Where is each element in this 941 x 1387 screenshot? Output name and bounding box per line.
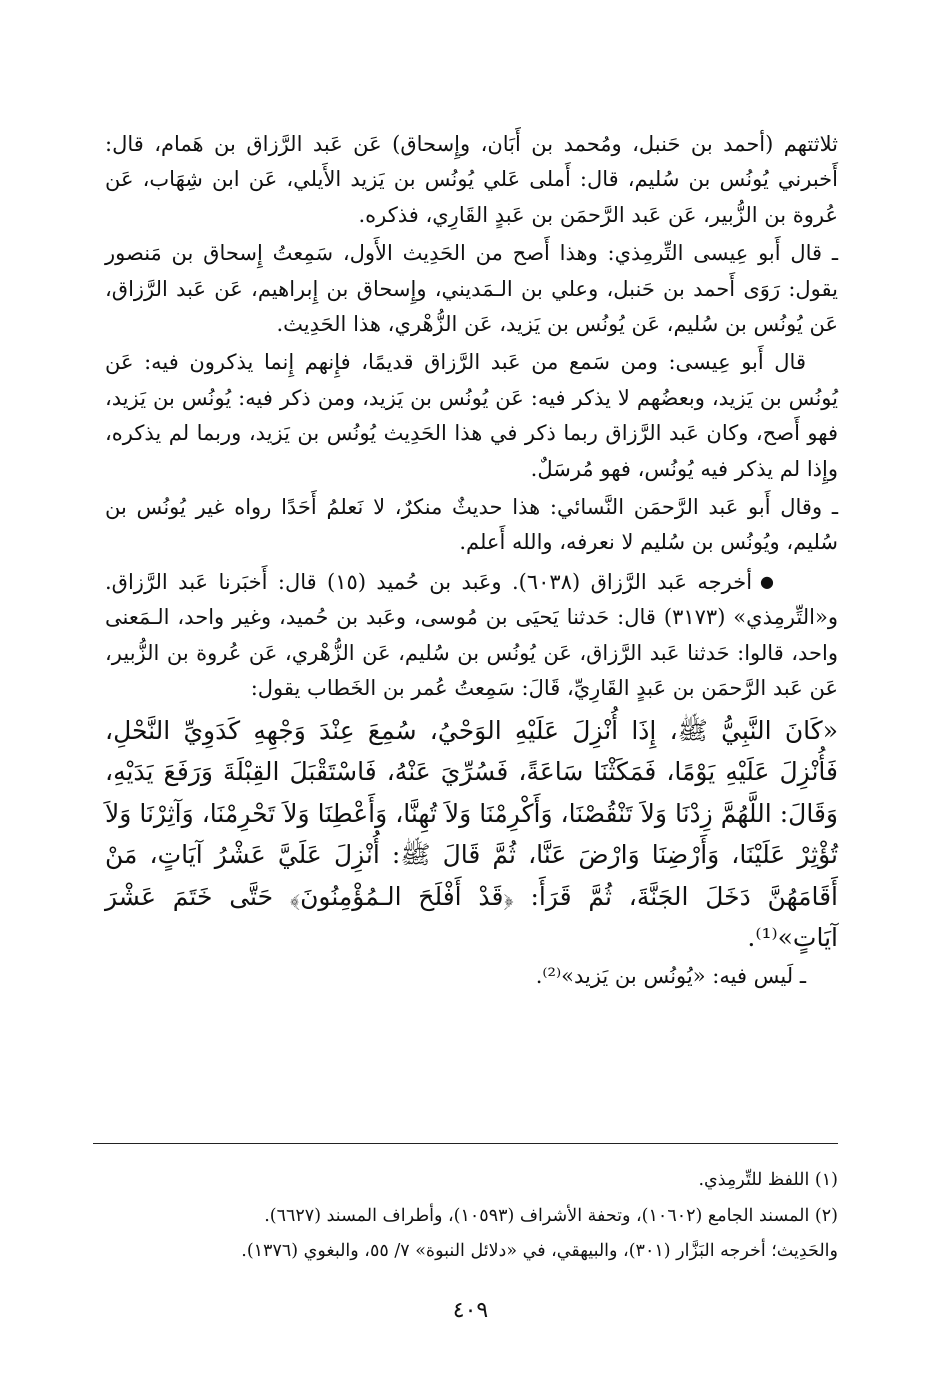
footnote-3: والحَدِيث؛ أخرجه البَزَّار (٣٠١)، والبيهقي، في «دلائل النبوة» ٧/ ٥٥، والبغوي (١٣٧٦). xyxy=(241,1241,838,1261)
main-text xyxy=(105,127,838,997)
paragraph-abu-isa: قال أَبو عِيسى: ومن سَمع من عَبد الرَّزاق قديمًا، فإِنهم إِنما يذكرون فيه: عَن يُونُس بن يَزيد، وبعضُهم لا يذكر فيه: عَن يُونُس بن يَزيد، ومن ذكر فيه: يُونُس بن يَزيد، فهو أَصح، وكان عَبد الرَّزاق ربما ذكر في هذا الحَدِيث يُونُس بن يَزيد، وربما لم يذكره، وإِذا لم يذكر فيه يُونُس، فهو مُرسَلٌ. xyxy=(105,350,838,481)
takhrij-text: أخرجه عَبد الرَّزاق (٦٠٣٨). وعَبد بن حُميد (١٥) قال: أَخبَرنا عَبد الرَّزاق. و«التِّرمِذي» (٣١٧٣) قال: حَدثنا يَحيَى بن مُوسى، وعَبد بن حُميد، وغير واحد، الـمَعنى واحد، قالوا: حَدثنا عَبد الرَّزاق، عَن يُونُس بن سُليم، عَن الزُّهْري، عَن عُروة بن الزُّبير، عَن عَبد الرَّحمَن بن عَبدٍ القَارِيِّ، قَالَ: سَمِعتُ عُمر بن الخَطاب يقول: xyxy=(105,569,838,701)
paragraph-isnad: ثلاثتهم (أحمد بن حَنبل، ومُحمد بن أَبَان، وإِسحاق) عَن عَبد الرَّزاق بن هَمام، قال: أَخبرني يُونُس بن سُليم، قال: أَملى عَلي يُونُس بن يَزيد الأَيلي، عَن ابن شِهَاب، عَن عُروة بن الزُّبير، عَن عَبد الرَّحمَن بن عَبدٍ القَارِي، فذكره. xyxy=(105,132,838,227)
footnote-2: (٢) المسند الجامع (١٠٦٠٢)، وتحفة الأشراف (١٠٥٩٣)، وأطراف المسند (٦٦٢٧). xyxy=(264,1205,838,1226)
page-number: ٤٠٩ xyxy=(452,1298,489,1323)
bullet-icon: ● xyxy=(760,571,774,591)
footnote-1: (١) اللفظ للتِّرمِذي. xyxy=(698,1170,838,1190)
paragraph-nasai: ـ وقال أَبو عَبد الرَّحمَن النَّسائي: هذا حديثٌ منكرٌ، لا نَعلمُ أَحَدًا رواه غير يُونُس بن سُليم، ويُونُس بن سُليم لا نعرفه، والله أَعلم. xyxy=(105,495,838,555)
paragraph-tirmidhi-comment: ـ قال أَبو عِيسى التِّرمِذي: وهذا أَصح من الحَدِيث الأَول، سَمِعتُ إِسحاق بن مَنصور يقول: رَوَى أَحمد بن حَنبل، وعلي بن الـمَديني، وإِسحاق بن إِبراهيم، عَن عَبد الرَّزاق، عَن يُونُس بن سُليم، عَن يُونُس بن يَزيد، عَن الزُّهْري، هذا الحَدِيث. xyxy=(105,241,838,337)
paragraph-takhrij xyxy=(105,564,838,707)
paragraph-note: ـ لَيس فيه: «يُونُس بن يَزيد»⁽²⁾. xyxy=(535,963,806,988)
footnote-separator xyxy=(93,1143,838,1144)
footnotes xyxy=(105,1163,838,1270)
hadith-quote: «كَانَ النَّبِيُّ ﷺ، إِذَا أُنْزِلَ عَلَيْهِ الوَحْيُ، سُمِعَ عِنْدَ وَجْهِهِ كَدَوِيِّ النَّحْلِ، فَأُنْزِلَ عَلَيْهِ يَوْمًا، فَمَكَثْنَا سَاعَةً، فَسُرِّيَ عَنْهُ، فَاسْتَقْبَلَ القِبْلَةَ وَرَفَعَ يَدَيْهِ، وَقَالَ: اللَّهُمَّ زِدْنَا وَلاَ تَنْقُصْنَا، وَأَكْرِمْنَا وَلاَ تُهِنَّا، وَأَعْطِنَا وَلاَ تَحْرِمْنَا، وَآثِرْنَا وَلاَ تُؤْثِرْ عَلَيْنَا، وَأَرْضِنَا وَارْضَ عَنَّا، ثُمَّ قَالَ ﷺ: أُنْزِلَ عَلَيَّ عَشْرُ آيَاتٍ، مَنْ أَقَامَهُنَّ دَخَلَ الجَنَّةَ، ثُمَّ قَرَأَ: ﴿قَدْ أَفْلَحَ الـمُؤْمِنُونَ﴾ حَتَّى خَتَمَ عَشْرَ آيَاتٍ»⁽¹⁾. xyxy=(105,715,838,952)
